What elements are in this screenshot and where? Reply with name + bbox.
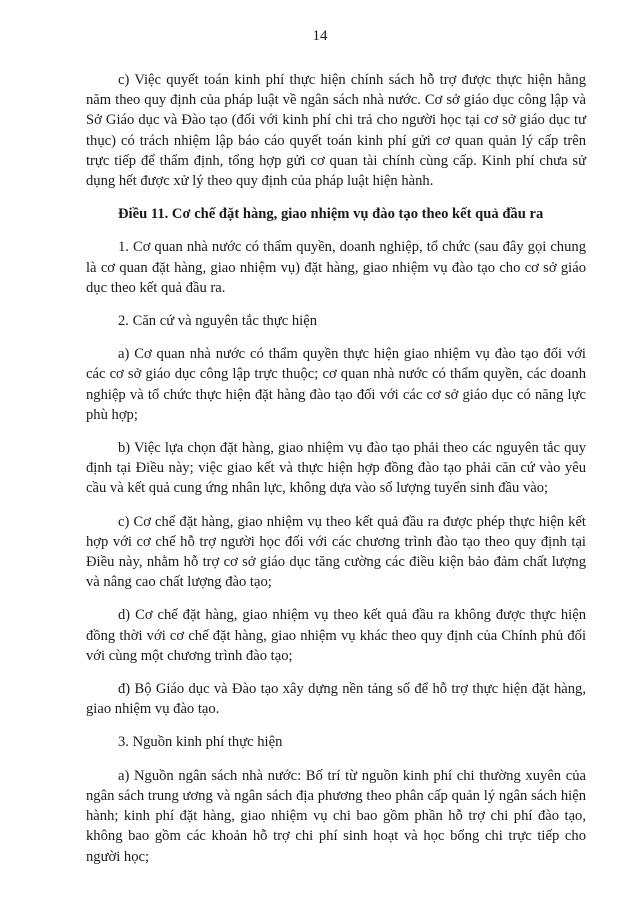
- paragraph-item-3: 3. Nguồn kinh phí thực hiện: [118, 734, 283, 751]
- paragraph-item-3a: a) Nguồn ngân sách nhà nước: Bố trí từ nguồn kinh phí chi thường xuyên của ngân sách trung ương và ngân sách địa phương theo phân cấp quản lý ngân sách hiện hành; kinh phí đặt hàng, giao nhiệm vụ chi bao gồm phần hỗ trợ chi phí đào tạo, không bao gồm các khoản hỗ trợ chi phí sinh hoạt và học bổng chi trực tiếp cho người học;: [86, 767, 586, 865]
- paragraph-item-2dd: đ) Bộ Giáo dục và Đào tạo xây dựng nền tảng số để hỗ trợ thực hiện đặt hàng, giao nhiệm vụ đào tạo.: [86, 681, 586, 718]
- paragraph-item-2d: d) Cơ chế đặt hàng, giao nhiệm vụ theo kết quả đầu ra không được thực hiện đồng thời với cơ chế đặt hàng, giao nhiệm vụ khác theo quy định của Chính phủ đối với cùng một chương trình đào tạo;: [86, 607, 586, 664]
- article-11-heading: Điều 11. Cơ chế đặt hàng, giao nhiệm vụ đào tạo theo kết quả đầu ra: [118, 206, 544, 223]
- paragraph-item-2b: b) Việc lựa chọn đặt hàng, giao nhiệm vụ đào tạo phải theo các nguyên tắc quy định tại Điều này; việc giao kết và thực hiện hợp đồng đào tạo phải căn cứ vào yêu cầu và kết quả cung ứng nhân lực, không dựa vào số lượng tuyển sinh đầu vào;: [86, 440, 586, 497]
- paragraph-item-1: 1. Cơ quan nhà nước có thẩm quyền, doanh nghiệp, tổ chức (sau đây gọi chung là cơ quan đặt hàng, giao nhiệm vụ) đặt hàng, giao nhiệm vụ đào tạo cho cơ sở giáo dục theo kết quả đầu ra.: [86, 239, 586, 296]
- page-number: 14: [312, 28, 328, 44]
- document-body: [86, 70, 586, 880]
- paragraph-item-2: 2. Căn cứ và nguyên tắc thực hiện: [118, 313, 317, 330]
- paragraph-clause-c-settlement: c) Việc quyết toán kinh phí thực hiện chính sách hỗ trợ được thực hiện hằng năm theo quy định của pháp luật về ngân sách nhà nước. Cơ sở giáo dục công lập và Sở Giáo dục và Đào tạo (đối với kinh phí chi trả cho người học tại cơ sở giáo dục tư thục) có trách nhiệm lập báo cáo quyết toán kinh phí gửi cơ quan quản lý cấp trên trực tiếp để thẩm định, tổng hợp gửi cơ quan tài chính cùng cấp. Kinh phí chưa sử dụng hết được xử lý theo quy định của pháp luật hiện hành.: [86, 72, 586, 190]
- paragraph-item-2a: a) Cơ quan nhà nước có thẩm quyền thực hiện giao nhiệm vụ đào tạo đối với các cơ sở giáo dục công lập trực thuộc; cơ quan nhà nước có thẩm quyền, các doanh nghiệp và tổ chức thực hiện đặt hàng đào tạo đối với các cơ sở giáo dục có năng lực phù hợp;: [86, 346, 586, 423]
- paragraph-item-2c: c) Cơ chế đặt hàng, giao nhiệm vụ theo kết quả đầu ra được phép thực hiện kết hợp với cơ chế hỗ trợ người học đối với các chương trình đào tạo theo quy định tại Điều này, nhằm hỗ trợ cơ sở giáo dục tăng cường các điều kiện bảo đảm chất lượng và nâng cao chất lượng đào tạo;: [86, 513, 586, 591]
